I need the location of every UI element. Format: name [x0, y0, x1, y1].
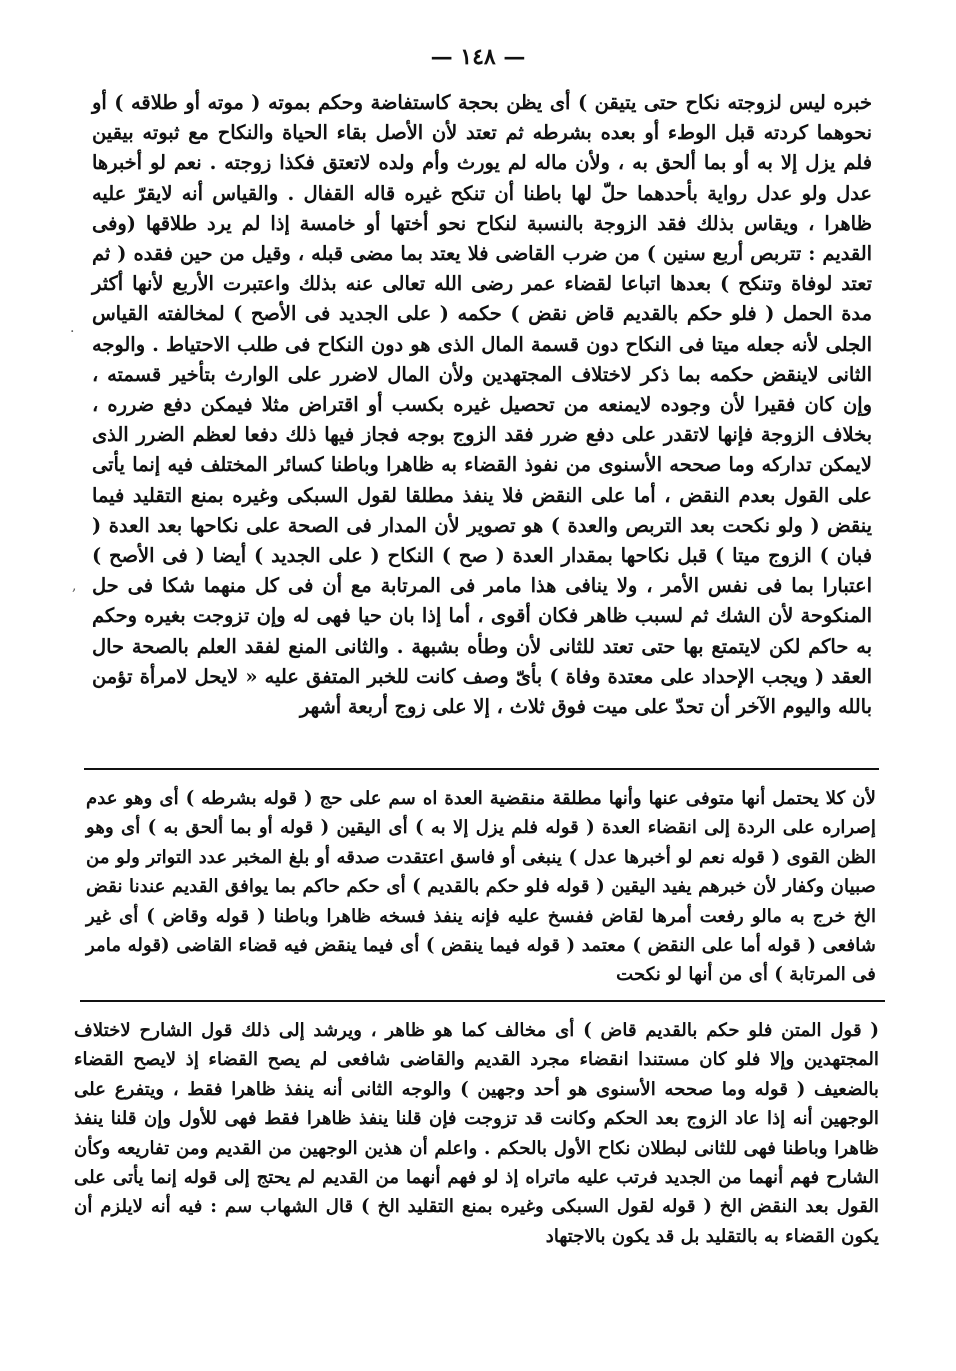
page-number: — ١٤٨ — [430, 44, 526, 70]
main-paragraph: خبره ليس لزوجته نكاح حتى يتيقن ) أى يظن بحجة كاستفاضة وحكم بموته ( موته أو طلاقه ) أو نحوهما كردته قبل الوطء أو بعده بشرطه ثم تعتد لأن الأصل بقاء الحياة والنكاح مع ثبوته بيقين فلم يزل إلا به أو بما ألحق به ، ولأن ماله لم يورث وأم ولده لاتعتق فكذا زوجته . نعم لو أخبرها عدل ولو عدل رواية بأحدهما حلّ لها باطنا أن تنكح غيره قاله القفال . والقياس أنه لايقرّ عليه ظاهرا ، ويقاس بذلك فقد الزوجة بالنسبة لنكاح نحو أختها أو خامسة إذا لم يرد طلاقها (وفى القديم : تتربص أربع سنين ) من ضرب القاضى فلا يعتد بما مضى قبله ، وقيل من حين فقده ( ثم تعتد لوفاة وتنكح ) بعدها اتباعا لقضاء عمر رضى الله تعالى عنه بذلك واعتبرت الأربع لأنها أكثر مدة الحمل ( فلو حكم بالقديم قاض نقض ) حكمه ( على الجديد فى الأصح ) لمخالفته القياس الجلى لأنه جعله ميتا فى النكاح دون قسمة المال الذى هو دون النكاح فى طلب الاحتياط . والوجه الثانى لاينقض حكمه بما ذكر لاختلاف المجتهدين ولأن المال لاضرر على الوارث بتأخير قسمته ، وإن كان فقيرا لأن وجوده لايمنعه من تحصيل غيره بكسب أو اقتراض مثلا فيمكن دفع ضرره ، بخلاف الزوجة فإنها لاتقدر على دفع ضرر فقد الزوج بوجه فجاز فيها ذلك دفعا لعظم الضرر الذى لايمكن تداركه وما صححه الأسنوى من نفوذ القضاء به ظاهرا وباطنا كسائر المختلف فيه إنما يأتى على القول بعدم النقض ، أما على النقض فلا ينفذ مطلقا لقول السبكى وغيره بمنع التقليد فيما ينقض ( ولو نكحت بعد التربص والعدة ) هو تصوير لأن المدار فى الصحة على نكاحها بعد العدة ( فبان ) الزوج ميتا ) قبل نكاحها بمقدار العدة ( صح ) النكاح ( على الجديد ) أيضا ( فى الأصح ) اعتبارا بما فى نفس الأمر ، ولا ينافى هذا مامر فى المرتابة مع أن فى كل منهما شكا فى حل المنكوحة لأن الشك ثم لسبب ظاهر فكان أقوى ، أما إذا بان حيا فهى له وإن تزوجت بغيره وحكم به حاكم لكن لايتمتع بها حتى تعتد للثانى لأن وطأه بشبهة . والثانى المنع لفقد العلم بالصحة حال العقد ( ويجب الإحداد على معتدة وفاة ) بأىّ وصف كانت للخبر المتفق عليه « لايحل لامرأة تؤمن بالله واليوم الآخر أن تحدّ على ميت فوق ثلاث ، إلا على زوج أربعة أشهر [92, 91, 872, 719]
margin-mark: , [72, 578, 77, 594]
footnote-paragraph-1: لأن كلا يحتمل أنها متوفى عنها وأنها مطلقة منقضية العدة اه سم على حج ( قوله بشرطه ) أى وهو عدم إصراره على الردة إلى انقضاء العدة ( قوله فلم يزل إلا به ) أى اليقين ( قوله أو بما ألحق به ) أى وهو الظن القوى ( قوله نعم لو أخبرها عدل ) ينبغى أو فاسق اعتقدت صدقه أو بلغ المخبر عدد التواتر ولو من صبيان وكفار لأن خبرهم يفيد اليقين ( قوله فلو حكم بالقديم ) أى حكم حاكم بما يوافق القديم عندنا نقض الخ خرج به مالو رفعت أمرها لقاض ففسخ عليه فإنه ينفذ فسخه ظاهرا وباطنا ( قوله وقاض ) أى غير شافعى ( قوله أما على النقض ) معتمد ( قوله فيما ينقض ) أى فيما ينقض فيه قضاء القاضى (قوله مامر فى المرتابة ) أى من أنها لو نكحت [86, 788, 876, 986]
footnote-separator-1 [84, 768, 879, 770]
main-text-block [92, 88, 872, 722]
footnote-block-2 [74, 1016, 879, 1251]
footnote-paragraph-2: ( قول المتن فلو حكم بالقديم قاض ) أى مخالف كما هو ظاهر ، ويرشد إلى ذلك قول الشارح لاختلاف المجتهدين وإلا فلو كان مستندا انقضاء مجرد القديم والقاضى شافعى لم يصح القضاء إذ لايصح القضاء بالضعيف ( قوله وما صححه الأسنوى هو أحد وجهين ) والوجه الثانى أنه ينفذ ظاهرا فقط ، ويتفرع على الوجهين أنه إذا عاد الزوج بعد الحكم وكانت قد تزوجت فإن قلنا ينفذ ظاهرا فقط فهى للأول وإن قلنا ينفذ ظاهرا وباطنا فهى للثانى لبطلان نكاح الأول بالحكم . واعلم أن هذين الوجهين من القديم ومن تفاريعه وكأن الشارح فهم أنهما من الجديد فرتب عليه ماتراه إذ لو فهم أنهما من القديم لم يحتج إلى قوله إنما يأتى على القول بعد النقض الخ ( قوله لقول السبكى وغيره بمنع التقليد الخ ) قال الشهاب سم : فيه أنه لايلزم أن يكون القضاء به بالتقليد بل قد يكون بالاجتهاد [74, 1020, 879, 1247]
margin-mark: . [70, 320, 75, 336]
footnote-separator-2 [80, 1000, 885, 1002]
footnote-block-1 [86, 784, 876, 990]
